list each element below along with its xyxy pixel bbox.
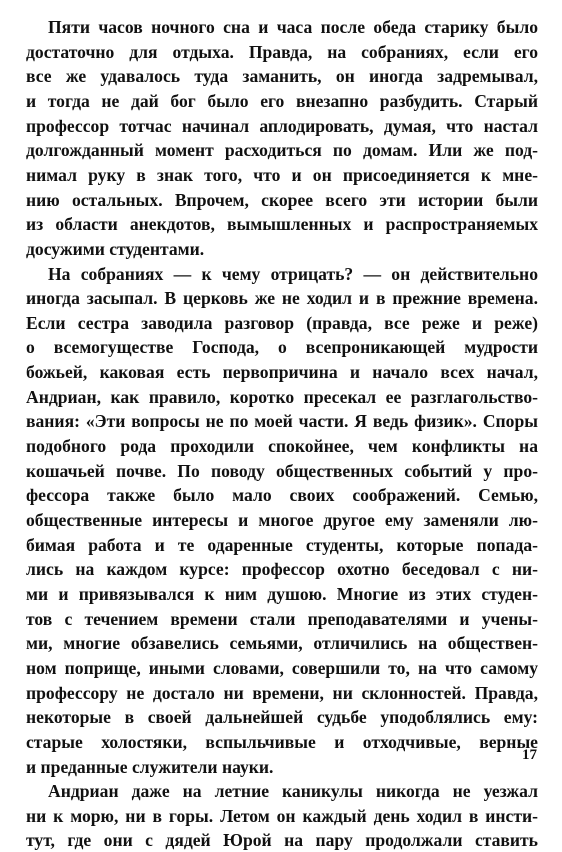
text-line: На собраниях — к чему отрицать? — он действительно [48,263,538,284]
text-line: ном поприще, иными словами, совершили то, на что самому [26,657,538,678]
text-line: некоторые в своей дальнейшей судьбе уподоблялись ему: [26,707,538,728]
text-line: долгожданный момент расходиться по домам. Или же под- [26,140,538,161]
text-line: Пяти часов ночного сна и часа после обеда старику было [48,17,538,37]
text-line: о всемогуществе Господа, о всепроникающей мудрости [26,337,538,358]
text-line: все же удавалось туда заманить, он иногда задремывал, [26,66,538,87]
text-line: тут, где они с дядей Юрой на пару продолжали ставить [26,830,538,851]
text-line: фессора также было мало своих соображений. Семью, [26,485,538,506]
text-line: из области анекдотов, вымышленных и распространяемых [26,214,538,235]
text-line: Андриан, как правило, коротко пресекал ее разглагольство- [26,386,538,407]
text-line: профессору не достало ни времени, ни склонностей. Правда, [26,682,538,703]
text-line: ми, многие обзавелись семьями, отличились на обществен- [26,633,538,654]
text-line: подобного рода проходили спокойнее, чем конфликты на [26,436,538,456]
page-number: 17 [522,747,537,763]
text-line: божьей, каковая есть первопричина и начало всех начал, [26,362,538,383]
text-line: Если сестра заводила разговор (правда, все реже и реже) [26,312,538,333]
text-line: профессор тотчас начинал аплодировать, думая, что настал [26,115,538,136]
text-line: нию остальных. Впрочем, скорее всего эти истории были [26,189,538,210]
text-line: вания: «Эти вопросы не по моей части. Я ведь физик». Споры [26,411,538,432]
text-line: Андриан даже на летние каникулы никогда не уезжал [48,781,538,802]
text-line: досужими студентами. [26,238,205,259]
text-line: достаточно для отдыха. Правда, на собраниях, если его [26,41,538,62]
text-line: иногда засыпал. В церковь же не ходил и в прежние времена. [26,288,538,309]
text-line: общественные интересы и многое другое ему заменяли лю- [26,510,538,530]
text-line: и тогда не дай бог было его внезапно разбудить. Старый [26,90,538,111]
text-line: кошачьей почве. По поводу общественных событий у про- [26,460,538,481]
text-line: тов с течением времени стали преподавателями и учены- [26,608,538,629]
text-line: старые холостяки, вспыльчивые и отходчивые, верные [26,731,538,752]
text-line: бимая работа и те одаренные студенты, которые попада- [26,534,538,555]
text-line: и преданные служители науки. [26,756,274,777]
text-line: нимал руку в знак того, что и он присоединяется к мне- [26,164,538,185]
text-line: ни к морю, ни в горы. Летом он каждый день ходил в инсти- [26,805,538,826]
text-line: ми и привязывался к ним душою. Многие из этих студен- [26,583,538,604]
text-line: лись на каждом курсе: профессор охотно беседовал с ни- [26,559,538,580]
